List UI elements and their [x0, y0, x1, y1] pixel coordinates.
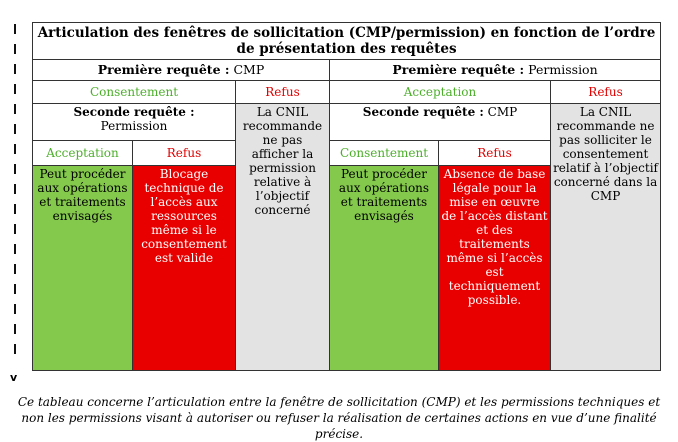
right-result-accept: Peut procéder aux opérations et traitements envisagés: [330, 166, 439, 371]
left-refusal-note: La CNIL recommande ne pas afficher la permission relative à l’objectif concerné: [236, 104, 330, 371]
right-option-refusal: Refus: [551, 81, 661, 104]
table-title: Articulation des fenêtres de sollicitation (CMP/permission) en fonction de l’ordre de présentation des requêtes: [33, 23, 661, 60]
order-arrow: [0, 22, 30, 390]
left-second-request: Seconde requête : Permission: [33, 104, 236, 141]
left-sub-refusal: Refus: [133, 141, 236, 166]
table-caption: Ce tableau concerne l’articulation entre la fenêtre de sollicitation (CMP) et les permissions techniques et non les permissions visant à autoriser ou refuser la réalisation de certaines actions en vue d’une finalité précise.: [17, 395, 661, 441]
left-option-consent: Consentement: [33, 81, 236, 104]
right-sub-consent: Consentement: [330, 141, 439, 166]
arrow-end-icon: v: [10, 371, 18, 384]
right-sub-refusal: Refus: [439, 141, 551, 166]
right-refusal-note: La CNIL recommande ne pas solliciter le consentement relatif à l’objectif concerné dans la CMP: [551, 104, 661, 371]
left-result-refuse: Blocage technique de l’accès aux ressources même si le consentement est valide: [133, 166, 236, 371]
articulation-table: [32, 22, 661, 371]
left-sub-acceptance: Acceptation: [33, 141, 133, 166]
left-first-request: Première requête : CMP: [33, 60, 330, 81]
right-option-acceptance: Acceptation: [330, 81, 551, 104]
right-first-request: Première requête : Permission: [330, 60, 661, 81]
left-result-accept: Peut procéder aux opérations et traitements envisagés: [33, 166, 133, 371]
left-option-refusal: Refus: [236, 81, 330, 104]
right-second-request: Seconde requête : CMP: [330, 104, 551, 141]
right-result-refuse: Absence de base légale pour la mise en œuvre de l’accès distant et des traitements même si l’accès est techniquement possible.: [439, 166, 551, 371]
